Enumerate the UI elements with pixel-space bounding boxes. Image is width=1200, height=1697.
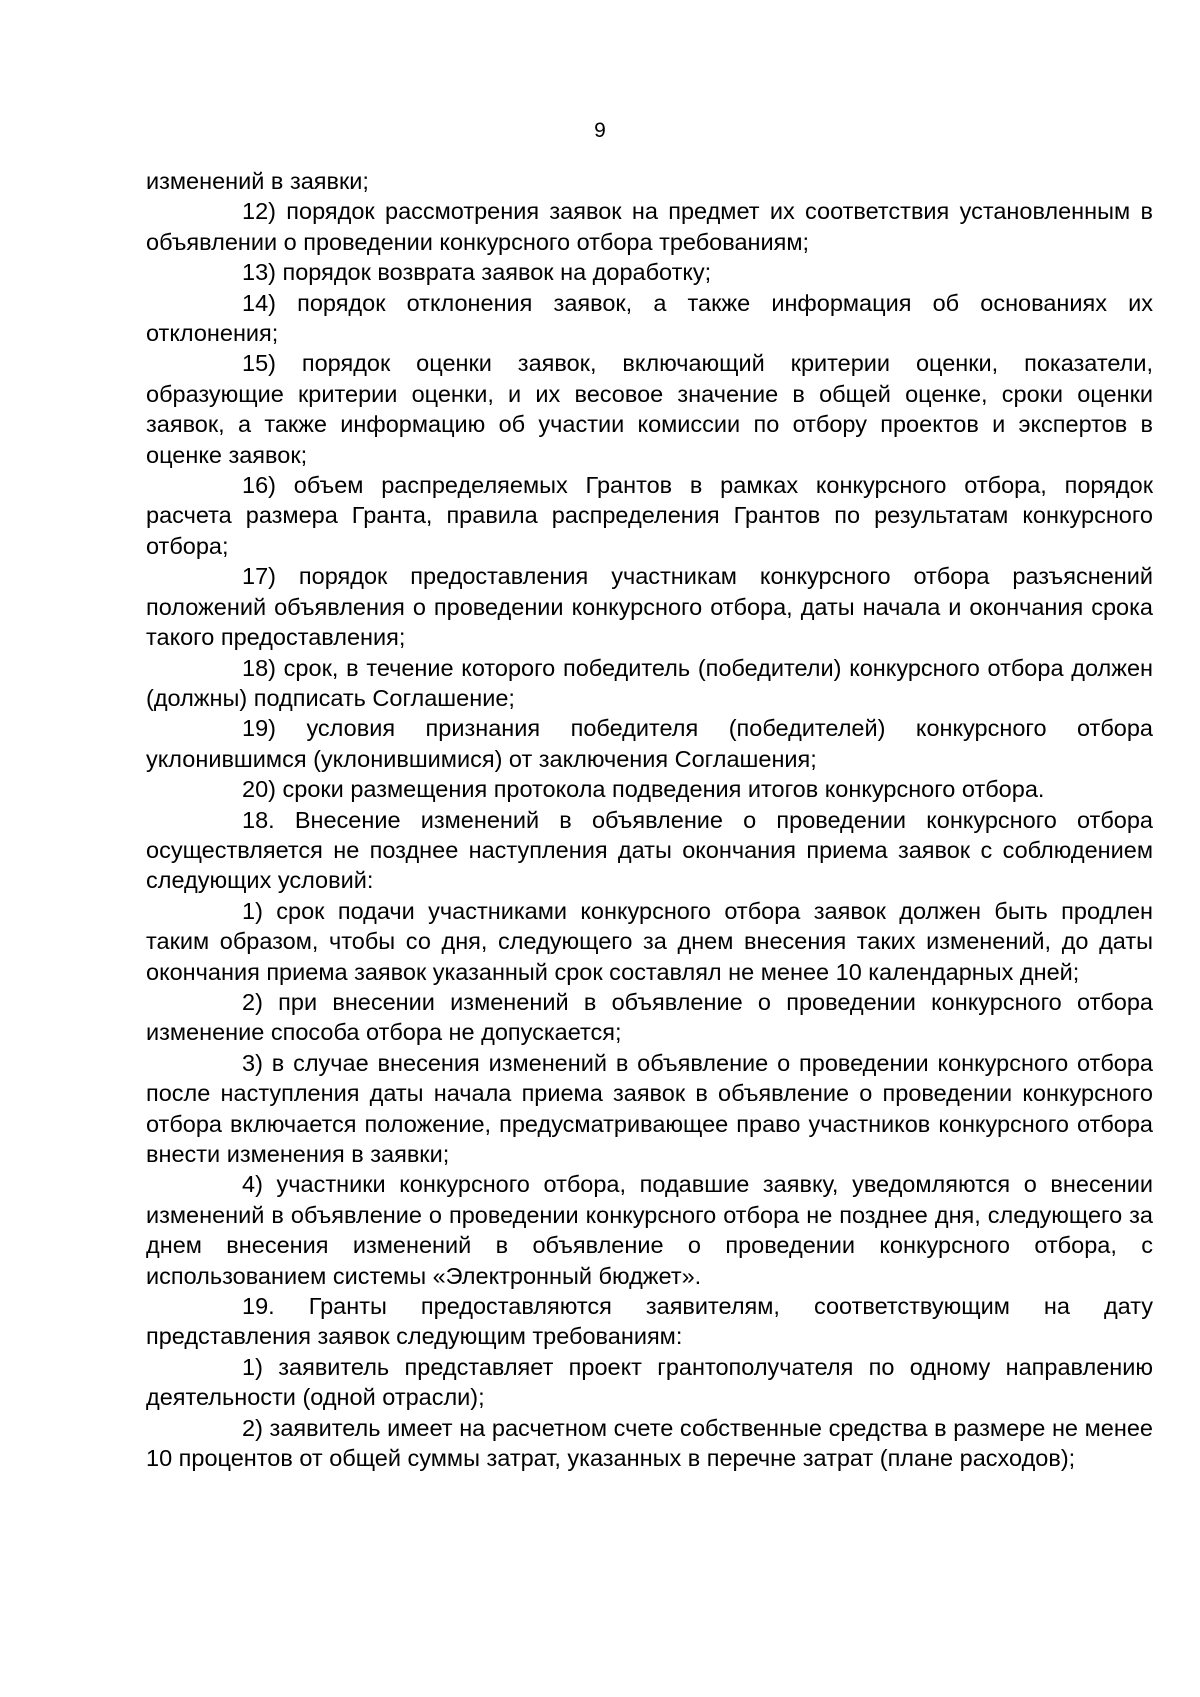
paragraph-continuation: изменений в заявки; bbox=[146, 168, 369, 194]
list-item-20: 20) сроки размещения протокола подведения итогов конкурсного отбора. bbox=[242, 776, 1045, 803]
clause-18-item-4: 4) участники конкурсного отбора, подавшие заявку, уведомляются о внесении изменений в объявление о проведении конкурсного отбора не позднее дня, следующего за днем внесения изменений в объявление о проведении конкурсного отбора, с использованием системы «Электронный бюджет». bbox=[146, 1171, 1153, 1289]
list-item-16: 16) объем распределяемых Грантов в рамках конкурсного отбора, порядок расчета размера Гранта, правила распределения Грантов по результатам конкурсного отбора; bbox=[146, 472, 1153, 559]
list-item-18: 18) срок, в течение которого победитель (победители) конкурсного отбора должен (должны) подписать Соглашение; bbox=[146, 654, 1153, 711]
clause-19-item-1: 1) заявитель представляет проект грантополучателя по одному направлению деятельности (одной отрасли); bbox=[146, 1353, 1153, 1411]
list-item-14: 14) порядок отклонения заявок, а также информация об основаниях их отклонения; bbox=[146, 289, 1153, 347]
clause-18-item-3: 3) в случае внесения изменений в объявление о проведении конкурсного отбора после наступления даты начала приема заявок в объявление о проведении конкурсного отбора включается положение, предусматривающее право участников конкурсного отбора внести изменения в заявки; bbox=[146, 1049, 1153, 1167]
page-number: 9 bbox=[594, 119, 606, 142]
clause-18-item-1: 1) срок подачи участниками конкурсного отбора заявок должен быть продлен таким образом, чтобы со дня, следующего за днем внесения таких изменений, до даты окончания приема заявок указанный срок составлял не менее 10 календарных дней; bbox=[146, 897, 1153, 985]
clause-18: 18. Внесение изменений в объявление о проведении конкурсного отбора осуществляется не позднее наступления даты окончания приема заявок с соблюдением следующих условий: bbox=[146, 806, 1153, 894]
document-body bbox=[146, 166, 1153, 1473]
clause-19-item-2: 2) заявитель имеет на расчетном счете собственные средства в размере не менее 10 процентов от общей суммы затрат, указанных в перечне затрат (плане расходов); bbox=[146, 1414, 1153, 1472]
list-item-15: 15) порядок оценки заявок, включающий критерии оценки, показатели, образующие критерии оценки, и их весовое значение в общей оценке, сроки оценки заявок, а также информацию об участии комиссии по отбору проектов и экспертов в оценке заявок; bbox=[146, 350, 1153, 468]
list-item-13: 13) порядок возврата заявок на доработку; bbox=[242, 259, 712, 286]
clause-18-item-2: 2) при внесении изменений в объявление о проведении конкурсного отбора изменение способа отбора не допускается; bbox=[146, 988, 1153, 1046]
clause-19: 19. Гранты предоставляются заявителям, соответствующим на дату представления заявок следующим требованиям: bbox=[146, 1293, 1153, 1350]
list-item-19: 19) условия признания победителя (победителей) конкурсного отбора уклонившимся (уклонившимися) от заключения Соглашения; bbox=[146, 715, 1153, 772]
list-item-17: 17) порядок предоставления участникам конкурсного отбора разъяснений положений объявления о проведении конкурсного отбора, даты начала и окончания срока такого предоставления; bbox=[146, 563, 1153, 651]
list-item-12: 12) порядок рассмотрения заявок на предмет их соответствия установленным в объявлении о проведении конкурсного отбора требованиям; bbox=[146, 198, 1153, 255]
